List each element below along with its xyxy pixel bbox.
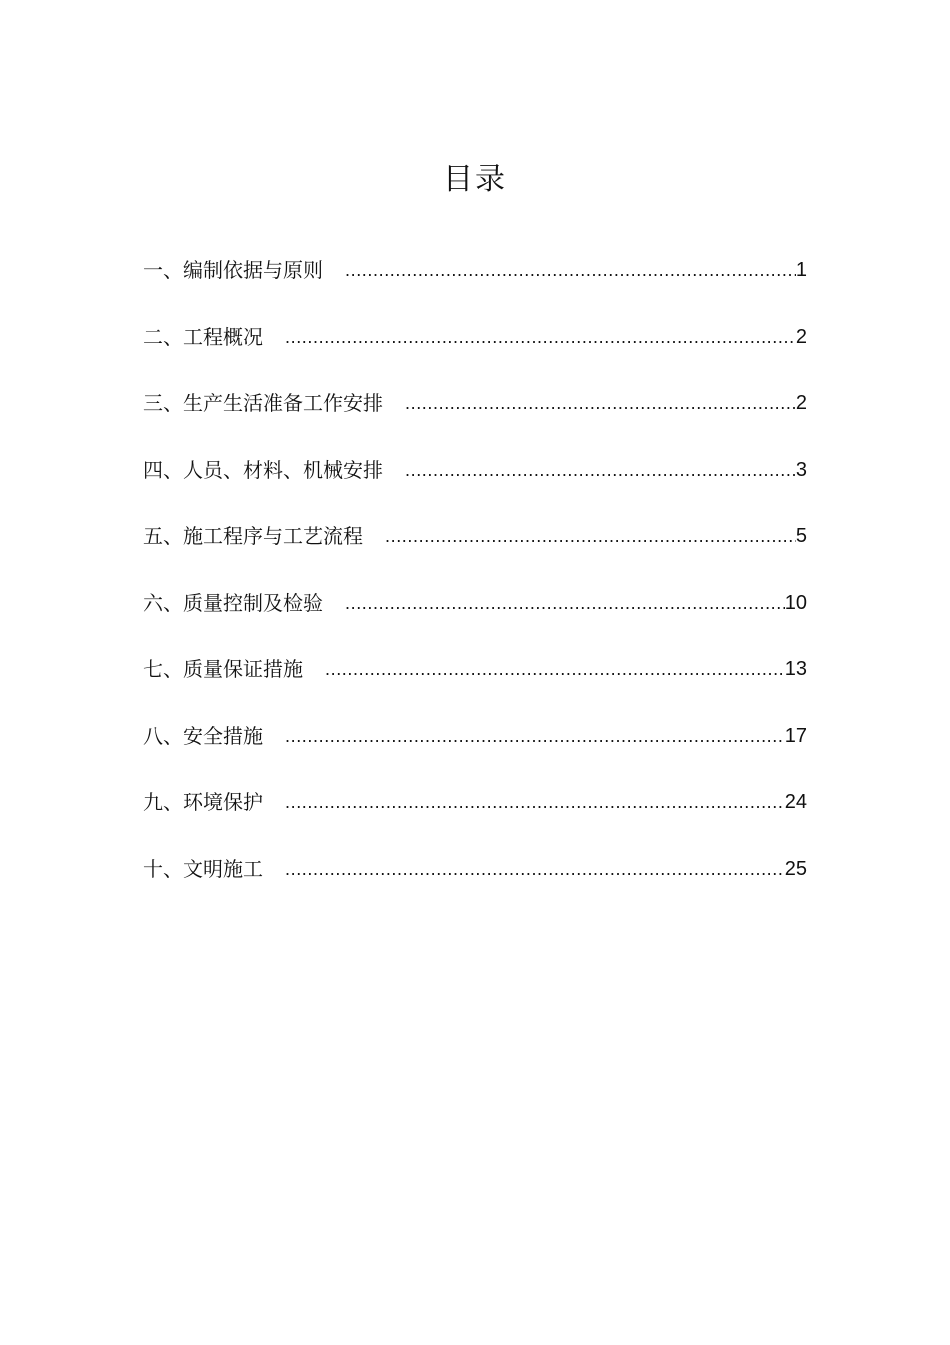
- toc-entry-page-number: 24: [784, 791, 807, 813]
- toc-entry-label: 四、人员、材料、机械安排: [143, 457, 383, 482]
- toc-entry-label: 八、安全措施: [143, 723, 263, 748]
- toc-entry-page-number: 13: [784, 658, 807, 680]
- toc-entry-3[interactable]: [143, 385, 807, 452]
- toc-entry-page-number: 5: [795, 525, 807, 547]
- dot-leader: [285, 784, 785, 820]
- toc-entry-page-number: 25: [784, 857, 807, 880]
- dot-leader: [345, 585, 785, 621]
- toc-entry-2[interactable]: [143, 319, 807, 386]
- dot-leader: [385, 518, 796, 554]
- dot-leader: [325, 651, 785, 687]
- dot-leader: [285, 319, 796, 355]
- toc-entry-1[interactable]: [143, 252, 807, 319]
- toc-entry-page-number: 17: [784, 724, 807, 747]
- toc-entry-page-number: 2: [795, 325, 807, 348]
- dot-leader: [285, 851, 785, 887]
- toc-entry-5[interactable]: [143, 518, 807, 585]
- toc-entry-label: 三、生产生活准备工作安排: [143, 391, 383, 415]
- toc-entry-label: 二、工程概况: [143, 324, 263, 349]
- dot-leader: [345, 252, 796, 288]
- dot-leader: [405, 385, 796, 421]
- toc-entry-7[interactable]: [143, 651, 807, 718]
- toc-entry-10[interactable]: [143, 851, 807, 918]
- toc-entry-label: 七、质量保证措施: [143, 657, 303, 681]
- toc-entry-page-number: 3: [795, 458, 807, 481]
- toc-entry-9[interactable]: [143, 784, 807, 851]
- toc-entry-page-number: 2: [795, 392, 807, 414]
- toc-entry-4[interactable]: [143, 452, 807, 519]
- toc-entry-label: 六、质量控制及检验: [143, 590, 323, 615]
- toc-entry-6[interactable]: [143, 585, 807, 652]
- toc-entry-8[interactable]: [143, 718, 807, 785]
- table-of-contents: [143, 252, 807, 917]
- dot-leader: [405, 452, 796, 488]
- toc-entry-label: 十、文明施工: [143, 856, 263, 881]
- toc-entry-label: 九、环境保护: [143, 790, 263, 814]
- toc-entry-page-number: 10: [784, 591, 807, 614]
- toc-entry-page-number: 1: [795, 259, 807, 281]
- toc-entry-label: 一、编制依据与原则: [143, 258, 323, 282]
- dot-leader: [285, 718, 785, 754]
- toc-entry-label: 五、施工程序与工艺流程: [143, 524, 363, 548]
- toc-title: 目录: [443, 162, 507, 197]
